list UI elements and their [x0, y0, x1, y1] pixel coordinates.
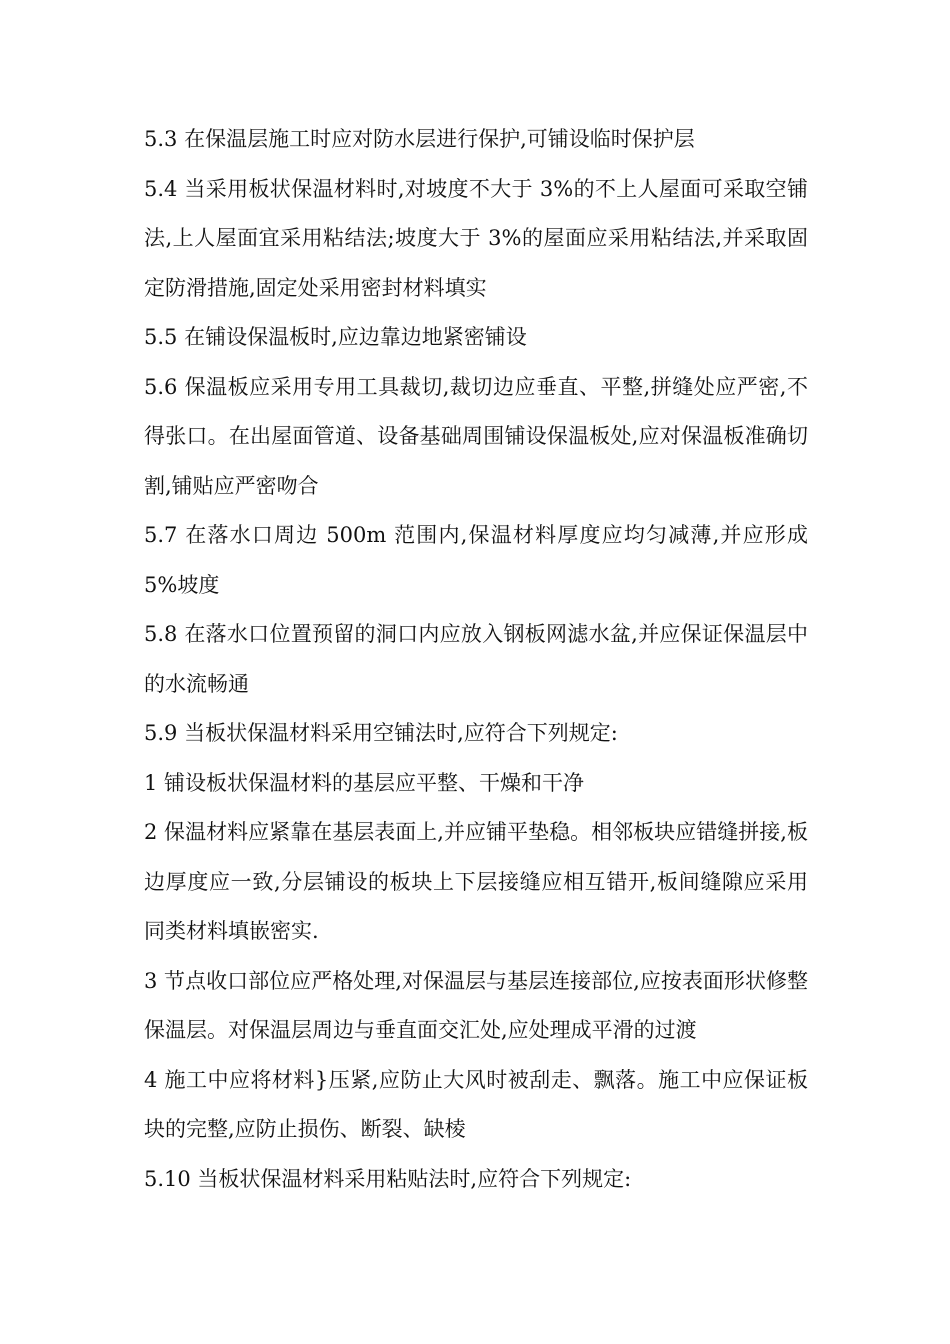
paragraph-5-4: 5.4 当采用板状保温材料时,对坡度不大于 3%的不上人屋面可采取空铺法,上人屋面宜采用粘结法;坡度大于 3%的屋面应采用粘结法,并采取固定防滑措施,固定处采用密封材料填实 — [144, 176, 808, 300]
paragraph-5-10: 5.10 当板状保温材料采用粘贴法时,应符合下列规定: — [144, 1166, 632, 1191]
document-body — [144, 115, 808, 1204]
paragraph-5-9-item-3: 3 节点收口部位应严格处理,对保温层与基层连接部位,应按表面形状修整保温层。对保温层周边与垂直面交汇处,应处理成平滑的过渡 — [144, 968, 808, 1042]
paragraph-5-6: 5.6 保温板应采用专用工具裁切,裁切边应垂直、平整,拼缝处应严密,不得张口。在出屋面管道、设备基础周围铺设保温板处,应对保温板准确切割,铺贴应严密吻合 — [144, 374, 808, 498]
paragraph-5-8: 5.8 在落水口位置预留的洞口内应放入钢板网滤水盆,并应保证保温层中的水流畅通 — [144, 622, 808, 696]
paragraph-5-9-item-2: 2 保温材料应紧靠在基层表面上,并应铺平垫稳。相邻板块应错缝拼接,板边厚度应一致,分层铺设的板块上下层接缝应相互错开,板间缝隙应采用同类材料填嵌密实. — [144, 820, 808, 943]
paragraph-5-3: 5.3 在保温层施工时应对防水层进行保护,可铺设临时保护层 — [144, 127, 695, 151]
paragraph-5-9-item-4: 4 施工中应将材料}压紧,应防止大风时被刮走、飘落。施工中应保证板块的完整,应防止损伤、断裂、缺棱 — [144, 1067, 808, 1141]
paragraph-5-9-item-1: 1 铺设板状保温材料的基层应平整、干燥和干净 — [144, 770, 585, 795]
paragraph-5-7: 5.7 在落水口周边 500m 范围内,保温材料厚度应均匀减薄,并应形成5%坡度 — [144, 523, 808, 597]
paragraph-5-9: 5.9 当板状保温材料采用空铺法时,应符合下列规定: — [144, 721, 618, 745]
paragraph-5-5: 5.5 在铺设保温板时,应边靠边地紧密铺设 — [144, 325, 527, 349]
